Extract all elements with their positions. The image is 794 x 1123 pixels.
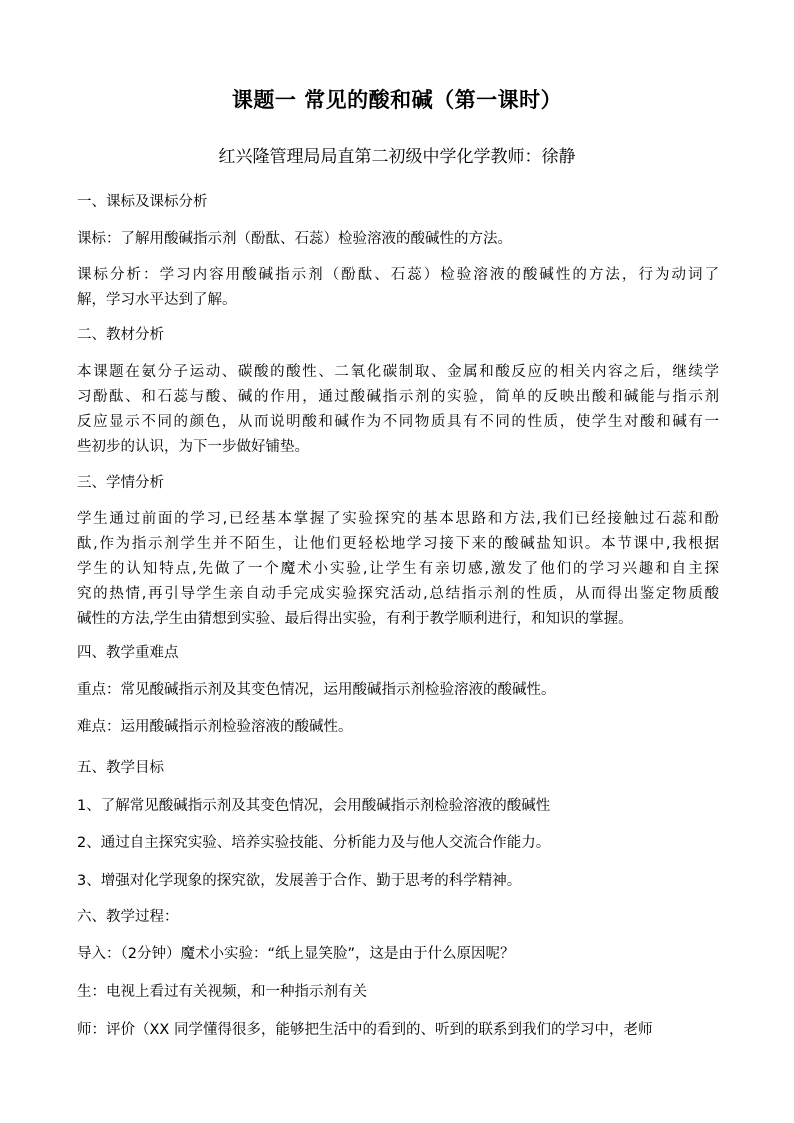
goal-item-2: 2、通过自主探究实验、培养实验技能、分析能力及与他人交流合作能力。 bbox=[77, 835, 551, 851]
paragraph-line: 究的热情,再引导学生亲自动手完成实验探究活动,总结指示剂的性质，从而得出鉴定物质酸 bbox=[77, 586, 719, 602]
curriculum-standard-text: 课标：了解用酸碱指示剂（酚酞、石蕊）检验溶液的酸碱性的方法。 bbox=[77, 231, 512, 247]
paragraph-line: 碱性的方法,学生由猜想到实验、最后得出实验，有利于教学顺利进行，和知识的掌握。 bbox=[77, 611, 633, 627]
process-intro-text: 导入：（2分钟）魔术小实验：“纸上显笑脸”，这是由于什么原因呢？ bbox=[77, 946, 515, 962]
paragraph-line: 学生通过前面的学习,已经基本掌握了实验探究的基本思路和方法,我们已经接触过石蕊和酚 bbox=[77, 511, 719, 527]
section-heading-process: 六、教学过程： bbox=[77, 909, 179, 925]
document-title: 课题一 常见的酸和碱（第一课时） bbox=[231, 88, 563, 112]
textbook-analysis-paragraph bbox=[77, 360, 719, 460]
section-heading-goals: 五、教学目标 bbox=[77, 760, 164, 776]
section-heading-standards: 一、课标及课标分析 bbox=[77, 194, 208, 210]
process-student-text: 生：电视上看过有关视频，和一种指示剂有关 bbox=[77, 984, 367, 1000]
paragraph-line: 习酚酞、和石蕊与酸、碱的作用，通过酸碱指示剂的实验，简单的反映出酸和碱能与指示剂 bbox=[77, 389, 719, 405]
paragraph-line: 些初步的认识，为下一步做好铺垫。 bbox=[77, 439, 309, 455]
section-heading-key-points: 四、教学重难点 bbox=[77, 645, 179, 661]
section-heading-textbook: 二、教材分析 bbox=[77, 327, 164, 343]
difficult-point-text: 难点：运用酸碱指示剂检验溶液的酸碱性。 bbox=[77, 719, 353, 735]
section-heading-learners: 三、学情分析 bbox=[77, 475, 164, 491]
paragraph-line: 学生的认知特点,先做了一个魔术小实验,让学生有亲切感,激发了他们的学习兴趣和自主探 bbox=[77, 561, 719, 577]
paragraph-line: 解，学习水平达到了解。 bbox=[77, 292, 237, 308]
author-line: 红兴隆管理局局直第二初级中学化学教师：徐静 bbox=[218, 147, 576, 167]
paragraph-line: 本课题在氨分子运动、碳酸的酸性、二氧化碳制取、金属和酸反应的相关内容之后，继续学 bbox=[77, 364, 719, 380]
paragraph-line: 课标分析：学习内容用酸碱指示剂（酚酞、石蕊）检验溶液的酸碱性的方法，行为动词了 bbox=[77, 267, 719, 283]
goal-item-1: 1、了解常见酸碱指示剂及其变色情况，会用酸碱指示剂检验溶液的酸碱性 bbox=[77, 798, 551, 814]
learner-analysis-paragraph bbox=[77, 507, 719, 632]
paragraph-line: 酞,作为指示剂学生并不陌生，让他们更轻松地学习接下来的酸碱盐知识。本节课中,我根据 bbox=[77, 536, 719, 552]
process-teacher-text: 师：评价（XX 同学懂得很多，能够把生活中的看到的、听到的联系到我们的学习中，老师 bbox=[77, 1022, 653, 1038]
standard-analysis-paragraph bbox=[77, 263, 719, 313]
key-point-text: 重点：常见酸碱指示剂及其变色情况，运用酸碱指示剂检验溶液的酸碱性。 bbox=[77, 682, 556, 698]
goal-item-3: 3、增强对化学现象的探究欲，发展善于合作、勤于思考的科学精神。 bbox=[77, 873, 522, 889]
paragraph-line: 反应显示不同的颜色，从而说明酸和碱作为不同物质具有不同的性质，使学生对酸和碱有一 bbox=[77, 414, 719, 430]
